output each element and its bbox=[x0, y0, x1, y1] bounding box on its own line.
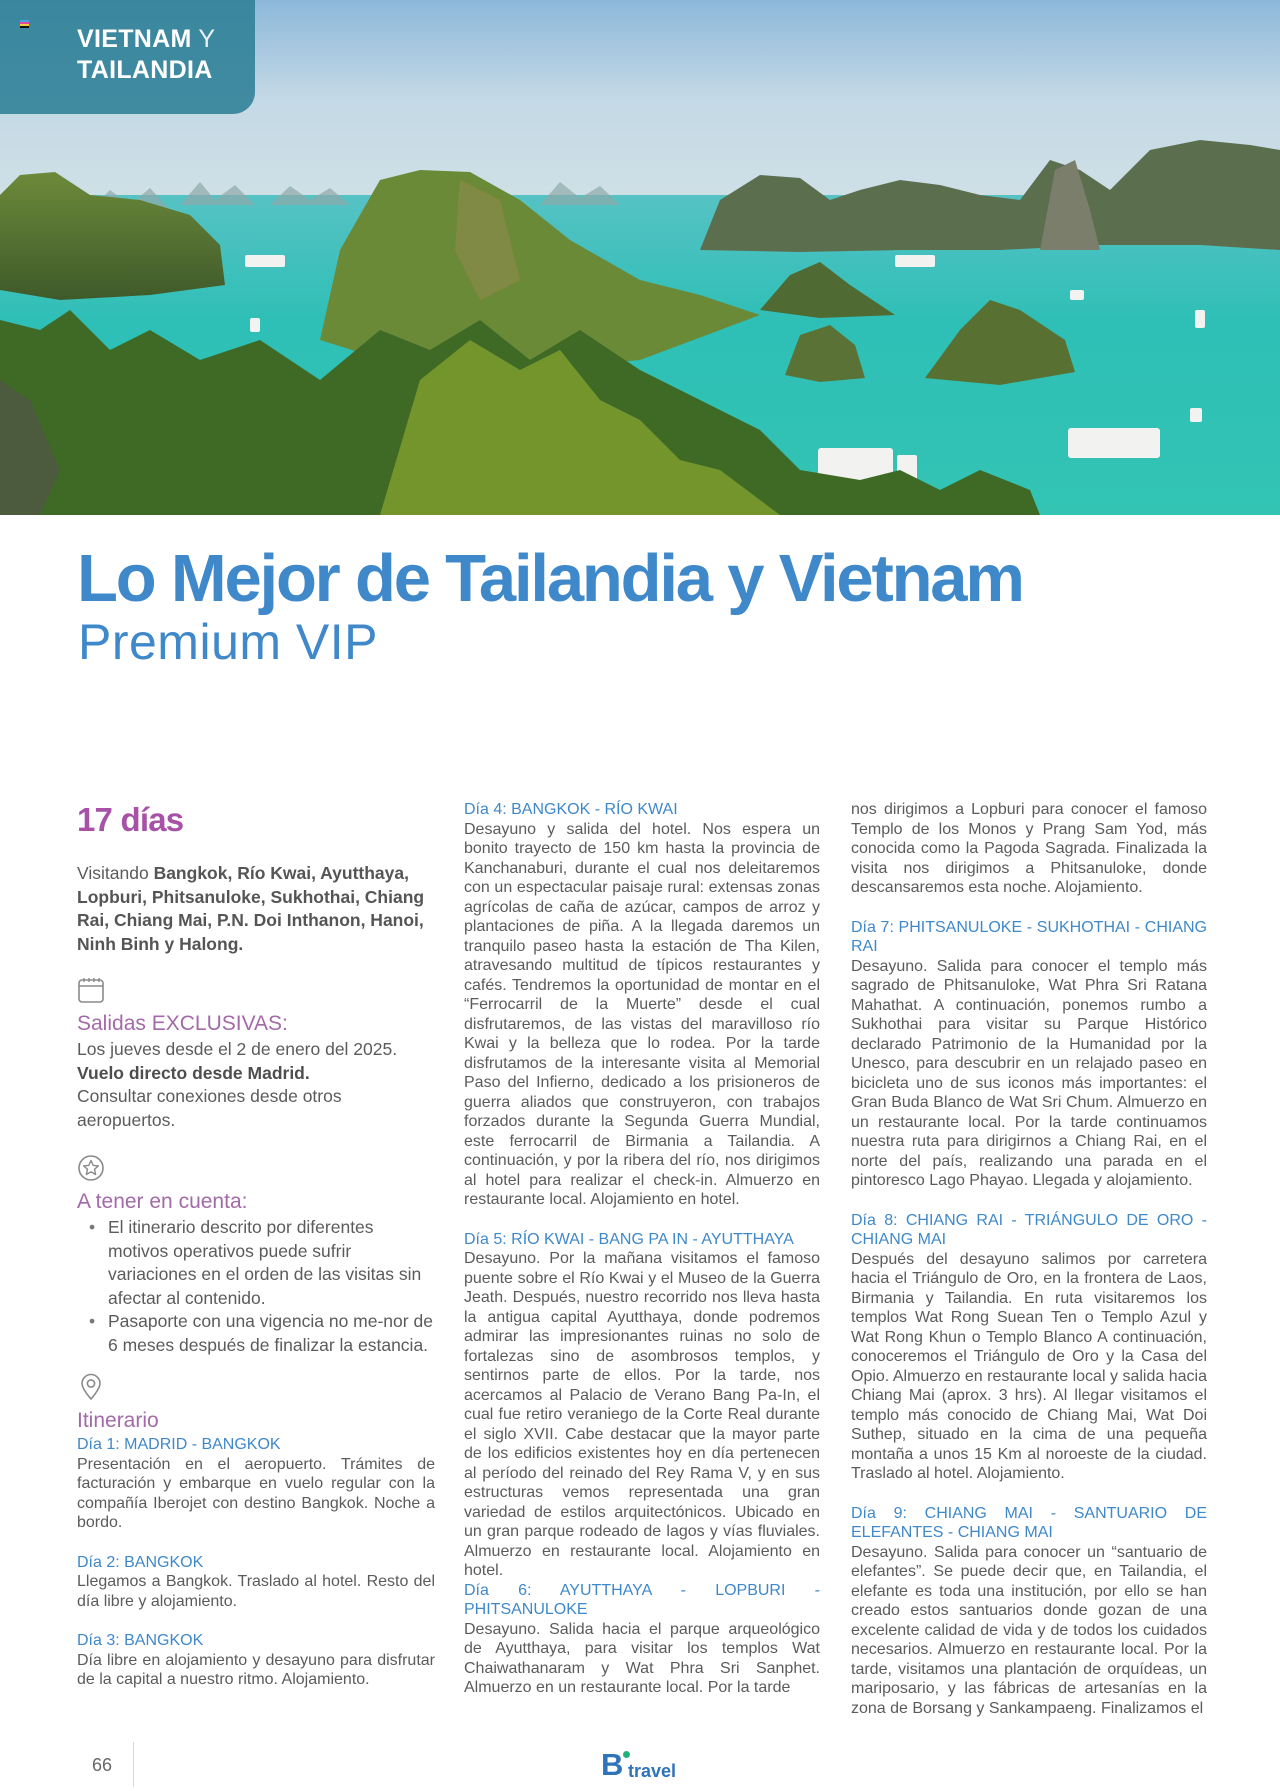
day-title: Día 7: PHITSANULOKE - SUKHOTHAI - CHIANG RAI bbox=[851, 918, 1207, 955]
region-tag-text bbox=[77, 24, 215, 86]
summary-column bbox=[77, 800, 435, 1710]
day-title: Día 1: MADRID - BANGKOK bbox=[77, 1436, 281, 1453]
notes-list bbox=[89, 1216, 435, 1357]
day-body: Desayuno. Salida para conocer el templo más sagrado de Phitsanuloke, Wat Phra Sri Ratana Mahathat. A continuación, ponemos rumbo a Sukhothai para visitar su Parque Histórico declarado Patrimonio de la Humanidad por la Unesco, para descubrir en un relajado paseo en bicicleta uno de sus iconos más importantes: el Gran Buda Blanco de Wat Sri Chum. Almuerzo en un restaurante local. Por la tarde continuamos nuestra ruta para dirigirnos a Chiang Rai, en el norte del país, realizando una parada en el pintoresco Lago Phayao. Llegada y alojamiento. bbox=[851, 957, 1207, 1189]
day-title: Día 4: BANGKOK - RÍO KWAI bbox=[464, 801, 678, 818]
btravel-logo bbox=[601, 1748, 681, 1782]
logo-word: travel bbox=[628, 1761, 677, 1781]
departures-connections: Consultar conexiones desde otros aeropuertos. bbox=[77, 1086, 342, 1130]
note-item: • Pasaporte con una vigencia no me-nor de 6 meses después de finalizar la estancia. bbox=[89, 1310, 435, 1357]
calendar-icon bbox=[77, 976, 105, 1004]
day-body: Presentación en el aeropuerto. Trámites de facturación y embarque en vuelo regular con la compañía Iberojet con destino Bangkok. Noche a bordo. bbox=[77, 1455, 435, 1531]
day-title: Día 3: BANGKOK bbox=[77, 1632, 204, 1649]
day-title: Día 9: CHIANG MAI - SANTUARIO DE ELEFANTES - CHIANG MAI bbox=[851, 1504, 1207, 1541]
day-title: Día 5: RÍO KWAI - BANG PA IN - AYUTTHAYA bbox=[464, 1230, 794, 1248]
logo-letter: B bbox=[601, 1747, 623, 1782]
region-tag-y: Y bbox=[198, 25, 216, 53]
day-title: Día 2: BANGKOK bbox=[77, 1553, 204, 1571]
day-body: Desayuno y salida del hotel. Nos espera un bonito trayecto de 150 km hasta la provincia de Kanchanaburi, durante el cual nos deleitaremos con un espectacular paisaje rural: extensas zonas agrícolas de caña de azúcar, campos de arroz y plantaciones de piña. A la llegada daremos un tranquilo paseo hasta la estación de Tha Kilen, atravesando multitud de típicos restaurantes y cafés. Tendremos la oportunidad de montar en el “Ferrocarril de la Muerte” desde el cual disfrutaremos, de las vistas del maravilloso río Kwai y la belleza que lo rodea. Por la tarde disfrutamos de la interesante visita al Memorial Paso del Infierno, dedicado a los prisioneros de guerra aliados que construyeron, con trabajos forzados durante la Segunda Guerra Mundial, este ferrocarril de Birmania a Tailandia. A continuación, y por la ribera del río, nos dirigimos al hotel para realizar el check-in. Almuerzo en restaurante local. Alojamiento en hotel. bbox=[464, 820, 820, 1208]
region-tag bbox=[0, 0, 255, 114]
footer-divider bbox=[133, 1742, 134, 1787]
day-body: Desayuno. Salida para conocer un “santuario de elefantes”. Se puede decir que, en Tailandia, el elefante es toda una institución, por ello se han creado estos santuarios donde gozan de una excelente calidad de vida y de todos los cuidados necesarios. Almuerzo en restaurante local. Por la tarde, visitamos una plantación de orquídeas, un mariposario, y las fábricas de artesanías en la zona de Borsang y Sankampaeng. Finalizamos el bbox=[851, 1543, 1207, 1717]
day-body: Desayuno. Por la mañana visitamos el famoso puente sobre el Río Kwai y el Museo de la Guerra Jeath. Después, nuestro recorrido nos lleva hasta la antigua capital Ayutthaya, donde podremos admirar las impresionantes ruinas no solo de fortalezas sino de asombrosos templos, y sentirnos parte de ellos. Por la tarde, nos acercamos al Palacio de Verano Bang Pa-In, el cual fue retiro veraniego de la Corte Real durante el siglo XVII. Cabe destacar que la mayor parte de los edificios existentes hoy en día pertenecen al período del reinado del Rey Rama V, y en sus estructuras vemos representada una gran variedad de estilos arquitectónicos. Ubicado en un gran parque rodeado de lagos y vías fluviales. Almuerzo en restaurante local. Alojamiento en hotel. bbox=[464, 1250, 820, 1579]
region-tag-line2: TAILANDIA bbox=[77, 56, 213, 84]
notes-heading: A tener en cuenta: bbox=[77, 1190, 248, 1213]
departures-direct-flight: Vuelo directo desde Madrid. bbox=[77, 1062, 310, 1083]
itinerary-column-3 bbox=[851, 800, 1207, 1718]
page-title: Lo Mejor de Tailandia y Vietnam bbox=[77, 541, 1023, 616]
itinerary-column-2 bbox=[464, 800, 820, 1698]
region-tag-line1: VIETNAM bbox=[77, 25, 192, 53]
day-body-continued: nos dirigimos a Lopburi para conocer el famoso Templo de los Monos y Prang Sam Yod, más conocida como la Pagoda Sagrada. Finalizada la visita nos dirigimos a Phitsanuloke, donde descansaremos esta noche. Alojamiento. bbox=[851, 801, 1207, 896]
page-subtitle: Premium VIP bbox=[78, 614, 379, 670]
flag-icon bbox=[20, 20, 29, 27]
day-title: Día 6: AYUTTHAYA - LOPBURI - PHITSANULOKE bbox=[464, 1581, 820, 1618]
day-body: Después del desayuno salimos por carretera hacia el Triángulo de Oro, en la frontera de Laos, Birmania y Tailandia. En ruta visitaremos los templos Wat Rong Suean Ten o Templo Azul y Wat Rong Khun o Templo Blanco A continuación, conoceremos el Triángulo de Oro y la Casa del Opio. Almuerzo en restaurante local y salida hacia Chiang Mai (aprox. 3 hrs). Al llegar visitamos el templo más conocido de Chiang Mai, Wat Doi Suthep, situado en la cima de una pequeña montaña a unos 15 Km al noroeste de la ciudad. Traslado al hotel. Alojamiento. bbox=[851, 1250, 1207, 1482]
logo-dot-icon bbox=[623, 1751, 630, 1758]
note-item: • El itinerario descrito por diferentes motivos operativos puede sufrir variaciones en el orden de las visitas sin afectar al contenido. bbox=[89, 1216, 435, 1310]
itinerary-heading: Itinerario bbox=[77, 1409, 159, 1432]
trip-duration: 17 días bbox=[77, 801, 184, 838]
day-body: Llegamos a Bangkok. Traslado al hotel. Resto del día libre y alojamiento. bbox=[77, 1573, 435, 1610]
star-circle-icon bbox=[77, 1154, 105, 1182]
day-body: Desayuno. Salida hacia el parque arqueológico de Ayutthaya, para visitar los templos Wat Chaiwathanaram y Wat Phra Sri Sanphet. Almuerzo en un restaurante local. Por la tarde bbox=[464, 1620, 820, 1696]
day-body: Día libre en alojamiento y desayuno para disfrutar de la capital a nuestro ritmo. Alojamiento. bbox=[77, 1651, 435, 1688]
departures-heading: Salidas EXCLUSIVAS: bbox=[77, 1012, 288, 1035]
hero-photo bbox=[0, 0, 1280, 515]
visiting-prefix: Visitando bbox=[77, 863, 149, 883]
visiting-places: Bangkok, Río Kwai, Ayutthaya, Lopburi, Phitsanuloke, Sukhothai, Chiang Rai, Chiang Mai, P.N. Doi Inthanon, Hanoi, Ninh Binh y Halong. bbox=[77, 863, 425, 954]
location-pin-icon bbox=[77, 1373, 105, 1401]
day-title: Día 8: CHIANG RAI - TRIÁNGULO DE ORO - CHIANG MAI bbox=[851, 1211, 1207, 1248]
page-number: 66 bbox=[92, 1755, 113, 1775]
visiting-text bbox=[77, 862, 435, 956]
departures-dates: Los jueves desde el 2 de enero del 2025. bbox=[77, 1039, 398, 1059]
